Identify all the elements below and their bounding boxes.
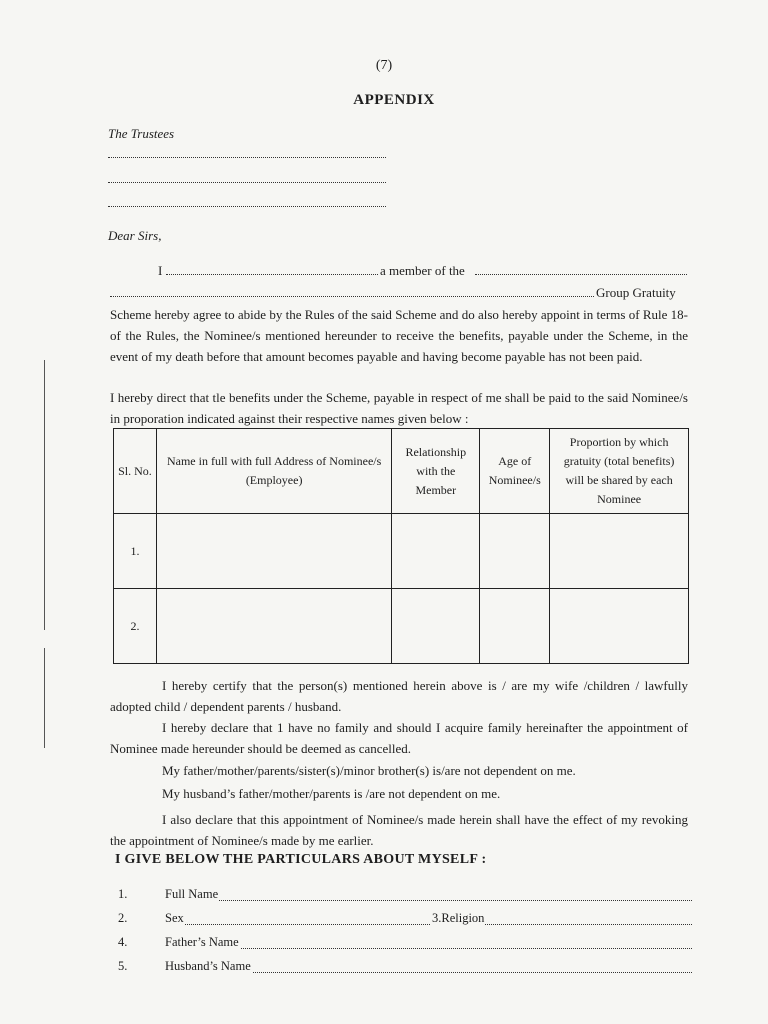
husband-name-field[interactable]	[178, 972, 692, 973]
row-number: 4.	[118, 935, 128, 949]
member-name-blank	[166, 274, 378, 275]
page-title: APPENDIX	[353, 92, 435, 108]
binding-margin-line	[44, 360, 45, 630]
scheme-name-blank-2	[110, 296, 594, 297]
no-family-paragraph: I hereby declare that 1 have no family and should I acquire family hereinafter the appointment of Nominee made hereunder should be deemed as cancelled.	[110, 720, 688, 756]
father-not-dependent: My father/mother/parents/sister(s)/minor brother(s) is/are not dependent on me.	[162, 763, 576, 778]
full-name-label: Full Name	[165, 887, 219, 901]
row-number: 1.	[114, 514, 157, 589]
binding-margin-line-lower	[44, 648, 45, 748]
row-number: 1.	[118, 887, 128, 901]
nominee-name-cell[interactable]	[156, 589, 391, 664]
full-name-row	[118, 887, 692, 907]
declaration-body: Scheme hereby agree to abide by the Rules of the said Scheme and do also hereby appoint in terms of Rule 18-of the Rules, the Nominee/s mentioned hereunder to receive the benefits, payable under the Scheme, in the event of my death before that amount becomes payable and having become payable has not been paid.	[110, 307, 688, 364]
row-number: 5.	[118, 959, 128, 973]
header-proportion: Proportion by which gratuity (total benefits) will be shared by each Nominee	[550, 429, 689, 514]
revoke-paragraph: I also declare that this appointment of Nominee/s made herein shall have the effect of my revoking the appointment of Nominee/s made by me earlier.	[110, 812, 688, 848]
header-age: Age of Nominee/s	[480, 429, 550, 514]
row-number: 2.	[118, 911, 128, 925]
header-relationship: Relationship with the Member	[392, 429, 480, 514]
nominee-name-cell[interactable]	[156, 514, 391, 589]
direction-paragraph: I hereby direct that tle benefits under the Scheme, payable in respect of me shall be paid to the said Nominee/s in proporation indicated against their respective names given below :	[110, 390, 688, 426]
proportion-cell[interactable]	[550, 514, 689, 589]
table-row	[114, 514, 689, 589]
sex-label: Sex	[165, 911, 184, 925]
row-number: 2.	[114, 589, 157, 664]
father-name-row	[118, 935, 692, 955]
relationship-cell[interactable]	[392, 589, 480, 664]
group-gratuity-label: Group Gratuity	[596, 285, 676, 300]
husband-name-label: Husband’s Name	[165, 959, 251, 973]
relationship-cell[interactable]	[392, 514, 480, 589]
member-of-label: a member of the	[380, 263, 465, 278]
table-header-row	[114, 429, 689, 514]
certify-paragraph: I hereby certify that the person(s) mentioned herein above is / are my wife /children / lawfully adopted child / dependent parents / husband.	[110, 678, 688, 714]
age-cell[interactable]	[480, 514, 550, 589]
address-line-1	[108, 157, 386, 158]
declaration-i: I	[158, 263, 163, 278]
particulars-heading: I GIVE BELOW THE PARTICULARS ABOUT MYSELF :	[115, 852, 487, 867]
addressee: The Trustees	[108, 126, 175, 141]
husband-not-dependent: My husband’s father/mother/parents is /are not dependent on me.	[162, 786, 501, 801]
father-name-label: Father’s Name	[165, 935, 239, 949]
father-name-field[interactable]	[178, 948, 692, 949]
scheme-name-blank	[475, 274, 687, 275]
page-number: (7)	[375, 58, 393, 73]
table-row	[114, 589, 689, 664]
husband-name-row	[118, 959, 692, 979]
address-line-2	[108, 182, 386, 183]
sex-religion-row	[118, 911, 692, 931]
address-line-3	[108, 206, 386, 207]
header-sl-no: Sl. No.	[114, 429, 157, 514]
salutation: Dear Sirs,	[108, 228, 162, 243]
religion-label: 3.Religion	[432, 911, 485, 925]
header-nominee-name: Name in full with full Address of Nominee/s (Employee)	[156, 429, 391, 514]
age-cell[interactable]	[480, 589, 550, 664]
proportion-cell[interactable]	[550, 589, 689, 664]
full-name-field[interactable]	[178, 900, 692, 901]
nominee-table	[113, 428, 689, 664]
